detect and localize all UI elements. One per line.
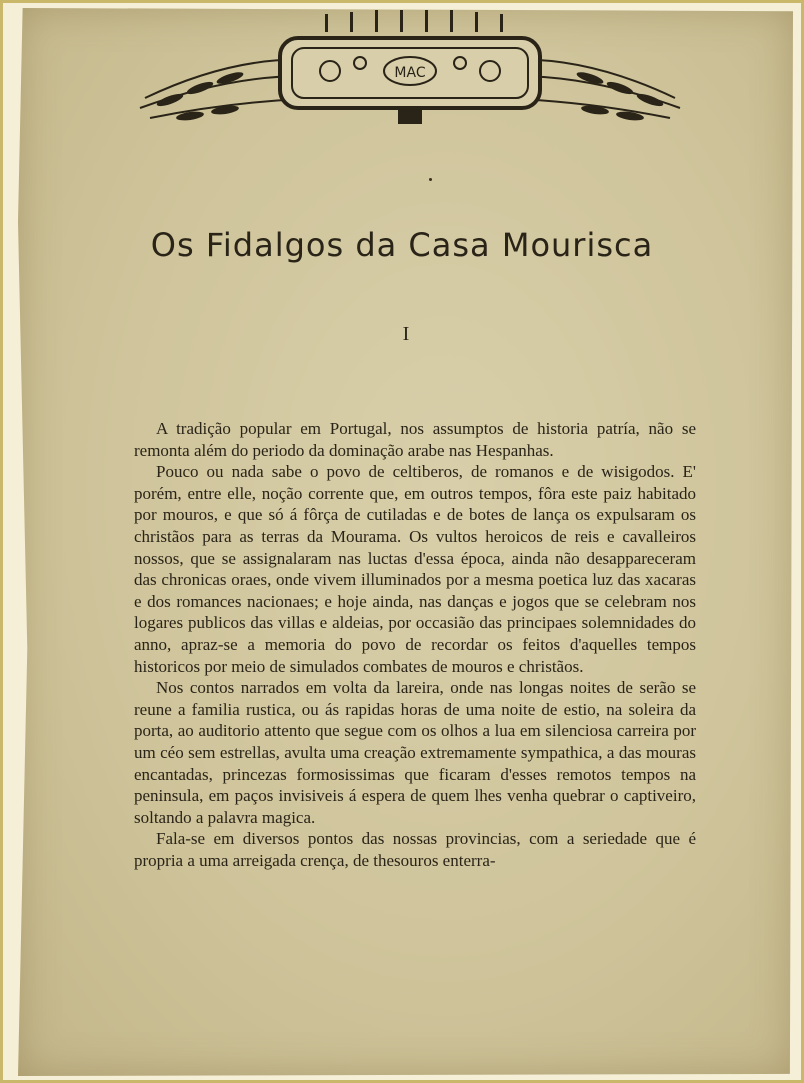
chapter-number: I	[402, 323, 410, 345]
paragraph: Fala-se em diversos pontos das nossas provincias, com a seriedade que é propria a uma arreigada crença, de thesouros enterra-	[134, 829, 696, 870]
page-title: Os Fidalgos da Casa Mourisca	[150, 226, 654, 265]
wheat-cartouche-ornament	[130, 8, 690, 138]
monogram-text: MAC	[394, 65, 426, 81]
paragraph: Pouco ou nada sabe o povo de celtiberos, de romanos e de wisigodos. E' porém, entre elle, noção corrente que, em outros tempos, fôra este paiz habitado por mouros, e que só á fôrça de cutiladas e de botes de lança os expulsaram os christãos para as terras da Mourama. Os vultos heroicos de reis e cavalleiros nossos, que se assignalaram nas luctas d'essa época, ainda não desappareceram das chronicas oraes, onde vivem illuminados por a mesma poetica luz das xacaras e dos romances nacionaes; e hoje ainda, nas danças e jogos que se celebram nos logares publicos das villas e aldeias, por occasião das principaes solemnidades do anno, apraz-se a memoria do povo de recordar os feitos d'aquelles tempos historicos por meio de simulados combates de mouros e christãos.	[134, 462, 696, 676]
body-text	[134, 418, 696, 871]
ink-speck	[429, 178, 432, 181]
paragraph: A tradição popular em Portugal, nos assumptos de historia patría, não se remonta além do periodo da dominação arabe nas Hespanhas.	[134, 419, 696, 460]
paragraph: Nos contos narrados em volta da lareira, onde nas longas noites de serão se reune a familia rustica, ou ás rapidas horas de uma noite de estio, na soleira da porta, ao auditorio attento que segue com os olhos a lua em silenciosa carreira por um céo sem estrellas, avulta uma creação extremamente sympathica, a das mouras encantadas, princezas formosissimas que ficaram d'esses remotos tempos na peninsula, em paços invisiveis á espera de quem lhes venha quebrar o captiveiro, soltando a palavra magica.	[134, 678, 696, 827]
